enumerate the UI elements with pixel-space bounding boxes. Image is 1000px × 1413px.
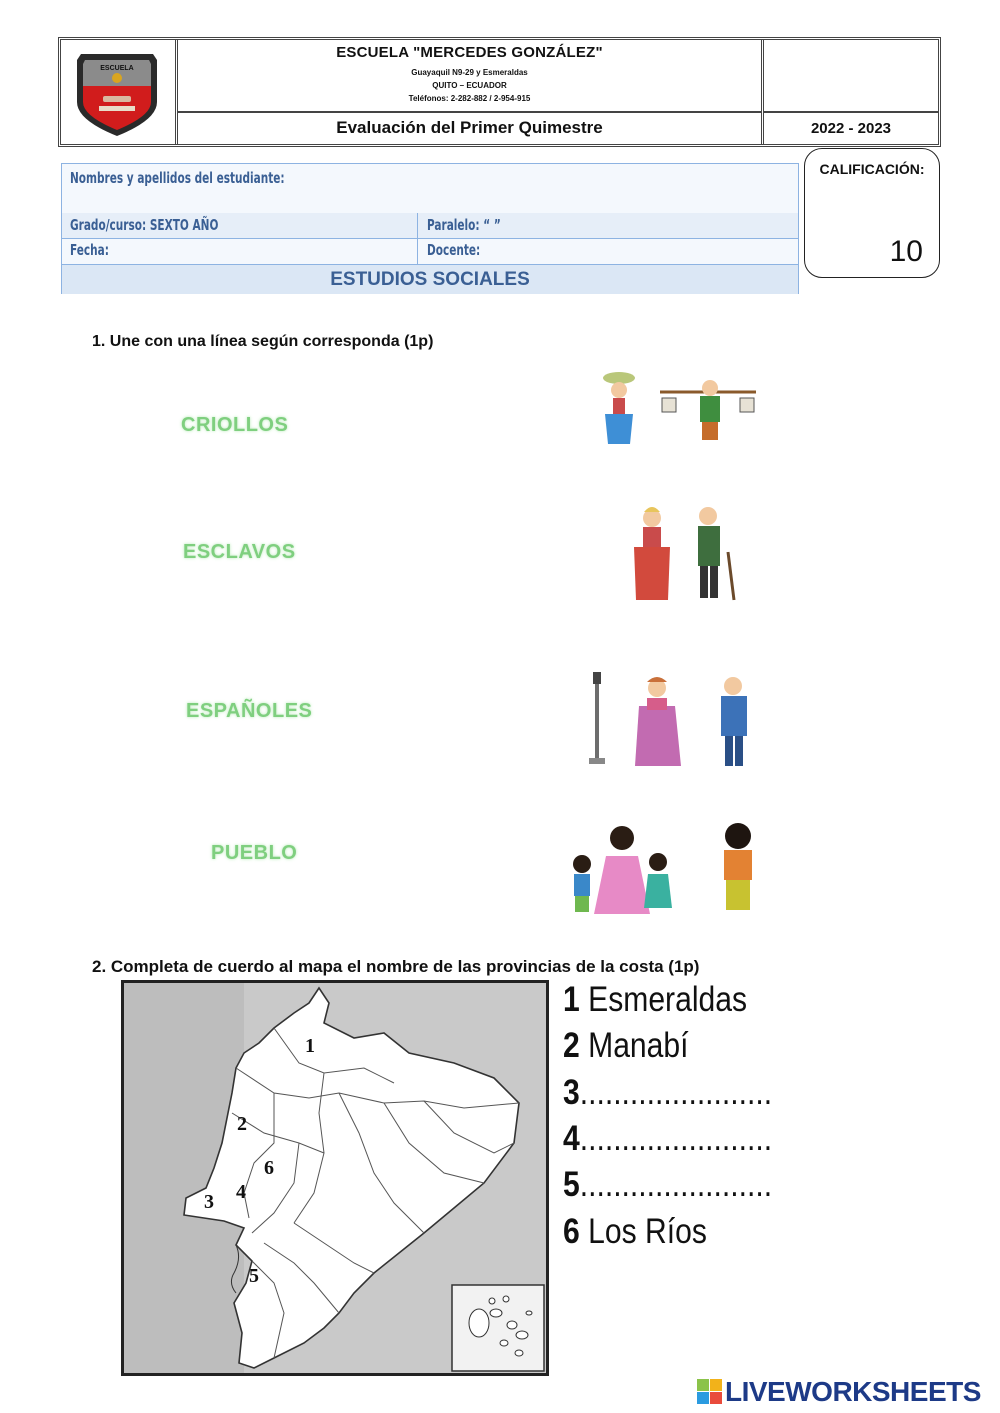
school-logo-cell (61, 40, 178, 144)
word-criollos[interactable]: CRIOLLOS (181, 414, 289, 436)
date-label: Fecha: (70, 241, 109, 259)
image-spanish-figures[interactable] (585, 672, 785, 772)
answer-3[interactable] (563, 1073, 772, 1113)
school-info-cell (178, 40, 764, 144)
answer-5[interactable] (563, 1165, 772, 1205)
answer-3-blank[interactable]: ....................... (579, 1073, 773, 1112)
svg-text:ESCUELA: ESCUELA (100, 65, 134, 72)
school-header (58, 37, 941, 147)
map-label-3: 3 (204, 1191, 214, 1213)
column-divider (417, 213, 418, 265)
school-name: ESCUELA "MERCEDES GONZÁLEZ" (336, 44, 603, 61)
image-colonial-couple[interactable] (630, 502, 760, 606)
answer-3-number: 3 (563, 1073, 580, 1112)
grade-value: 10 (889, 235, 923, 268)
school-year: 2022 - 2023 (810, 120, 892, 137)
question-1-prompt: 1. Une con una línea según corresponda (1p) (92, 333, 434, 350)
exam-title: Evaluación del Primer Quimestre (336, 118, 603, 137)
header-blank-cell (764, 40, 938, 113)
student-info-table (61, 163, 799, 294)
grade-label: Grado/curso: SEXTO AÑO (70, 216, 219, 234)
answer-2-number: 2 (563, 1026, 580, 1065)
answer-1-text[interactable]: Esmeraldas (588, 980, 748, 1019)
school-phones: Teléfonos: 2-282-882 / 2-954-915 (408, 94, 531, 103)
answer-4-number: 4 (563, 1119, 580, 1158)
grade-row (62, 213, 798, 239)
map-label-4: 4 (236, 1181, 246, 1203)
grade-box (804, 148, 940, 278)
subject-title: ESTUDIOS SOCIALES (62, 265, 798, 294)
map-label-1: 1 (305, 1035, 315, 1057)
word-esclavos[interactable]: ESCLAVOS (183, 541, 296, 563)
question-2-prompt: 2. Completa de cuerdo al mapa el nombre de las provincias de la costa (1p) (92, 957, 700, 976)
school-info (178, 40, 761, 113)
answer-2[interactable] (563, 1026, 689, 1066)
school-shield-logo (61, 40, 173, 140)
parallel-label: Paralelo: “ ” (427, 216, 501, 234)
liveworksheets-brand: LIVEWORKSHEETS (725, 1376, 981, 1407)
map-label-2: 2 (237, 1113, 247, 1135)
answer-6-number: 6 (563, 1212, 580, 1251)
answer-4-blank[interactable]: ....................... (579, 1119, 773, 1158)
student-name-label: Nombres y apellidos del estudiante: (70, 169, 285, 187)
map-label-6: 6 (264, 1157, 274, 1179)
ecuador-map (121, 980, 549, 1376)
teacher-label: Docente: (427, 241, 481, 259)
answer-6[interactable] (563, 1212, 707, 1252)
map-label-5: 5 (249, 1265, 259, 1287)
answer-6-text[interactable]: Los Ríos (579, 1212, 707, 1251)
answer-4[interactable] (563, 1119, 772, 1159)
answer-2-text[interactable]: Manabí (588, 1026, 689, 1065)
liveworksheets-mark-icon (697, 1379, 723, 1405)
grade-box-label: CALIFICACIÓN: (819, 161, 925, 177)
answer-1-number: 1 (563, 980, 580, 1019)
school-address: Guayaquil N9-29 y Esmeraldas (411, 68, 528, 77)
word-pueblo[interactable]: PUEBLO (211, 842, 298, 864)
ecuador-map-drawing (124, 983, 546, 1373)
image-vendors[interactable] (592, 370, 772, 450)
answer-5-number: 5 (563, 1165, 580, 1204)
word-espanoles[interactable]: ESPAÑOLES (186, 700, 313, 722)
name-row (62, 164, 798, 214)
answer-5-blank[interactable]: ....................... (579, 1165, 773, 1204)
liveworksheets-logo (697, 1376, 981, 1408)
answer-1[interactable] (563, 980, 747, 1020)
school-city: QUITO – ECUADOR (432, 81, 507, 90)
date-row (62, 238, 798, 265)
image-people-family[interactable] (560, 818, 790, 922)
